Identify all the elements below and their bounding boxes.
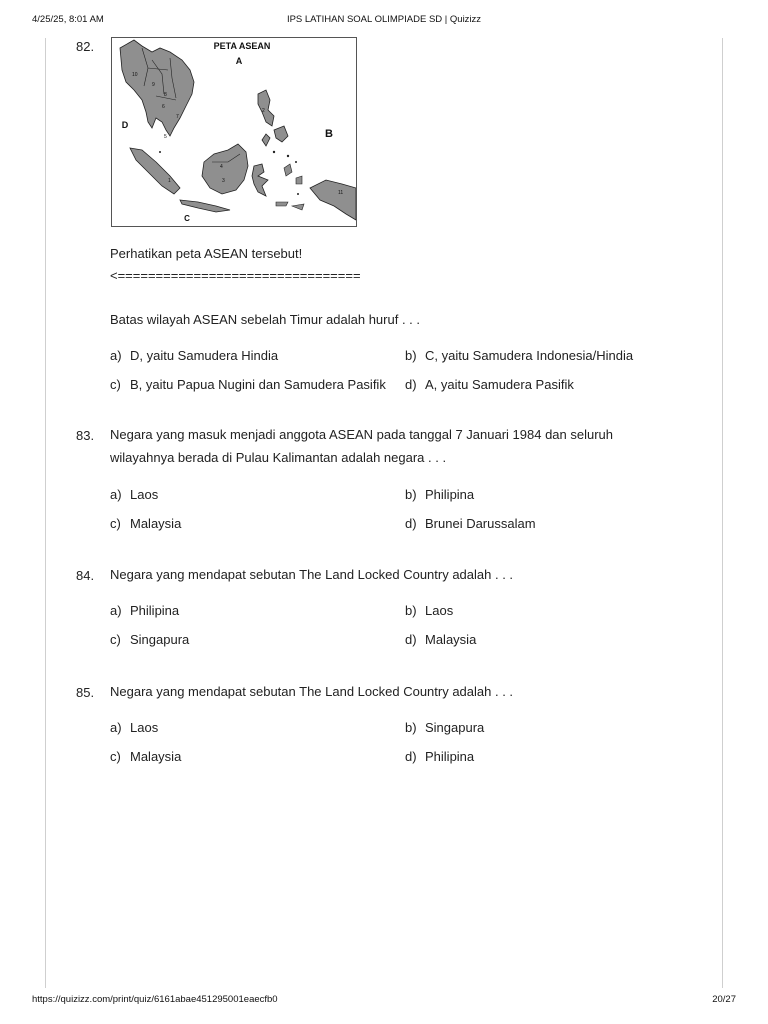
map-region-number: 6 xyxy=(162,104,165,110)
option-letter: c) xyxy=(110,516,121,531)
question-text: <================================ xyxy=(110,268,361,283)
answer-option-b xyxy=(405,348,633,363)
map-label-a: A xyxy=(235,56,243,66)
answer-option-b xyxy=(405,487,474,502)
page-url: https://quizizz.com/print/quiz/6161abae451295001eaecfb0 xyxy=(32,994,278,1005)
answer-option-a xyxy=(110,720,158,735)
question-number: 84. xyxy=(76,568,95,583)
option-text: B, yaitu Papua Nugini dan Samudera Pasifik xyxy=(130,377,386,392)
answer-option-d xyxy=(405,632,476,647)
map-label-d: D xyxy=(121,120,129,130)
philippines-islands xyxy=(258,90,288,146)
question-text: Negara yang masuk menjadi anggota ASEAN pada tanggal 7 Januari 1984 dan seluruh xyxy=(110,427,614,442)
option-letter: d) xyxy=(405,516,417,531)
option-text: C, yaitu Samudera Indonesia/Hindia xyxy=(425,348,634,363)
question-text: Negara yang mendapat sebutan The Land Locked Country adalah . . . xyxy=(110,684,514,699)
document-title: IPS LATIHAN SOAL OLIMPIADE SD | Quizizz xyxy=(286,14,482,25)
option-letter: c) xyxy=(110,749,121,764)
option-letter: a) xyxy=(110,348,122,363)
answer-option-a xyxy=(110,348,278,363)
option-text: Philipina xyxy=(425,487,475,502)
map-region-number: 4 xyxy=(220,164,223,170)
answer-option-d xyxy=(405,377,574,392)
right-margin-rule xyxy=(722,38,723,988)
option-text: Philipina xyxy=(425,749,475,764)
sulawesi-island xyxy=(252,164,268,196)
page-number: 20/27 xyxy=(712,994,736,1005)
map-region-number: 10 xyxy=(132,72,138,78)
option-text: Laos xyxy=(130,487,159,502)
question-text: Batas wilayah ASEAN sebelah Timur adalah huruf . . . xyxy=(110,312,421,327)
option-text: Singapura xyxy=(425,720,485,735)
option-text: Laos xyxy=(130,720,159,735)
answer-option-b xyxy=(405,720,484,735)
option-letter: c) xyxy=(110,632,121,647)
map-region-number: 7 xyxy=(176,114,179,120)
print-footer xyxy=(32,994,736,1008)
map-region-number: 2 xyxy=(262,108,265,114)
answer-option-d xyxy=(405,749,474,764)
answer-option-d xyxy=(405,516,536,531)
print-header xyxy=(32,14,736,28)
borneo-island xyxy=(202,144,248,194)
option-letter: b) xyxy=(405,603,417,618)
option-text: Philipina xyxy=(130,603,180,618)
option-text: Malaysia xyxy=(425,632,477,647)
option-letter: c) xyxy=(110,377,121,392)
question-number: 83. xyxy=(76,428,95,443)
option-letter: b) xyxy=(405,487,417,502)
option-letter: a) xyxy=(110,487,122,502)
answer-option-c xyxy=(110,377,386,392)
option-text: Brunei Darussalam xyxy=(425,516,536,531)
answer-option-a xyxy=(110,487,158,502)
java-island xyxy=(180,200,230,212)
map-label-b: B xyxy=(325,128,333,140)
option-letter: b) xyxy=(405,720,417,735)
maluku-islands xyxy=(276,164,304,210)
map-region-number: 11 xyxy=(338,190,344,196)
option-letter: a) xyxy=(110,603,122,618)
answer-option-c xyxy=(110,516,181,531)
map-region-number: 5 xyxy=(164,134,167,140)
question-text: Negara yang mendapat sebutan The Land Locked Country adalah . . . xyxy=(110,567,514,582)
option-letter: d) xyxy=(405,632,417,647)
answer-option-c xyxy=(110,749,181,764)
option-letter: d) xyxy=(405,749,417,764)
option-letter: b) xyxy=(405,348,417,363)
map-region-number: 3 xyxy=(222,178,225,184)
mainland-landmass xyxy=(120,40,194,136)
map-region-number: 9 xyxy=(152,82,155,88)
left-margin-rule xyxy=(45,38,46,988)
print-date: 4/25/25, 8:01 AM xyxy=(32,14,104,25)
question-number: 82. xyxy=(76,39,95,54)
map-region-number: 1 xyxy=(168,178,171,184)
option-text: Malaysia xyxy=(130,749,182,764)
answer-option-b xyxy=(405,603,453,618)
option-text: Malaysia xyxy=(130,516,182,531)
map-label-c: C xyxy=(184,214,190,223)
sumatra-island xyxy=(130,148,180,194)
option-text: A, yaitu Samudera Pasifik xyxy=(425,377,574,392)
option-text: Singapura xyxy=(130,632,190,647)
asean-map-image xyxy=(111,37,357,227)
new-guinea-island xyxy=(310,180,356,220)
question-text: wilayahnya berada di Pulau Kalimantan adalah negara . . . xyxy=(110,450,447,465)
answer-option-c xyxy=(110,632,189,647)
question-text: Perhatikan peta ASEAN tersebut! xyxy=(110,246,303,261)
map-region-number: 8 xyxy=(164,92,167,98)
option-letter: d) xyxy=(405,377,417,392)
map-title: PETA ASEAN xyxy=(213,41,271,51)
option-text: Laos xyxy=(425,603,454,618)
answer-option-a xyxy=(110,603,179,618)
option-text: D, yaitu Samudera Hindia xyxy=(130,348,279,363)
question-number: 85. xyxy=(76,685,95,700)
option-letter: a) xyxy=(110,720,122,735)
